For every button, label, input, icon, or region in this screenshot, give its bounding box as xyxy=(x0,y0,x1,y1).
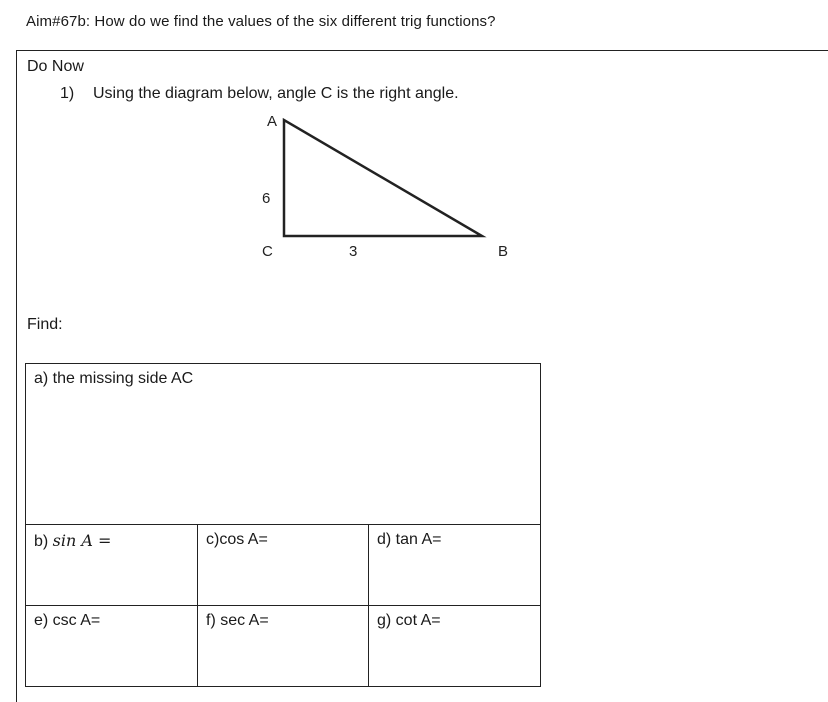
aim-heading: Aim#67b: How do we find the values of the six different trig functions? xyxy=(26,13,496,30)
question-1 xyxy=(60,85,459,103)
side-ac-length-label: 6 xyxy=(262,190,271,207)
answer-label-b-math: sin A = xyxy=(52,531,112,550)
question-number: 1) xyxy=(60,85,75,102)
answer-label-c: c)cos A= xyxy=(206,531,268,548)
answer-label-g: g) cot A= xyxy=(377,612,441,629)
answer-cell-a[interactable] xyxy=(26,364,541,525)
vertex-c-label: C xyxy=(262,243,273,260)
answer-cell-d[interactable] xyxy=(369,525,541,606)
answer-label-b-prefix: b) xyxy=(34,533,53,550)
answer-cell-c[interactable] xyxy=(198,525,369,606)
find-label: Find: xyxy=(27,316,63,333)
question-text: Using the diagram below, angle C is the right angle. xyxy=(93,85,459,102)
section-title: Do Now xyxy=(27,58,84,75)
answer-cell-b[interactable] xyxy=(26,525,198,606)
answer-cell-g[interactable] xyxy=(369,606,541,687)
answer-label-a: a) the missing side AC xyxy=(34,370,194,387)
answer-table xyxy=(25,363,541,687)
frame-top-border xyxy=(16,50,828,51)
answer-cell-e[interactable] xyxy=(26,606,198,687)
side-cb-length-label: 3 xyxy=(349,243,358,260)
answer-label-e: e) csc A= xyxy=(34,612,101,629)
answer-label-f: f) sec A= xyxy=(206,612,269,629)
vertex-b-label: B xyxy=(498,243,509,260)
right-triangle-diagram xyxy=(240,108,530,268)
answer-label-d: d) tan A= xyxy=(377,531,442,548)
answer-cell-f[interactable] xyxy=(198,606,369,687)
vertex-a-label: A xyxy=(267,113,278,130)
frame-left-border xyxy=(16,50,17,702)
triangle-shape xyxy=(284,120,482,236)
